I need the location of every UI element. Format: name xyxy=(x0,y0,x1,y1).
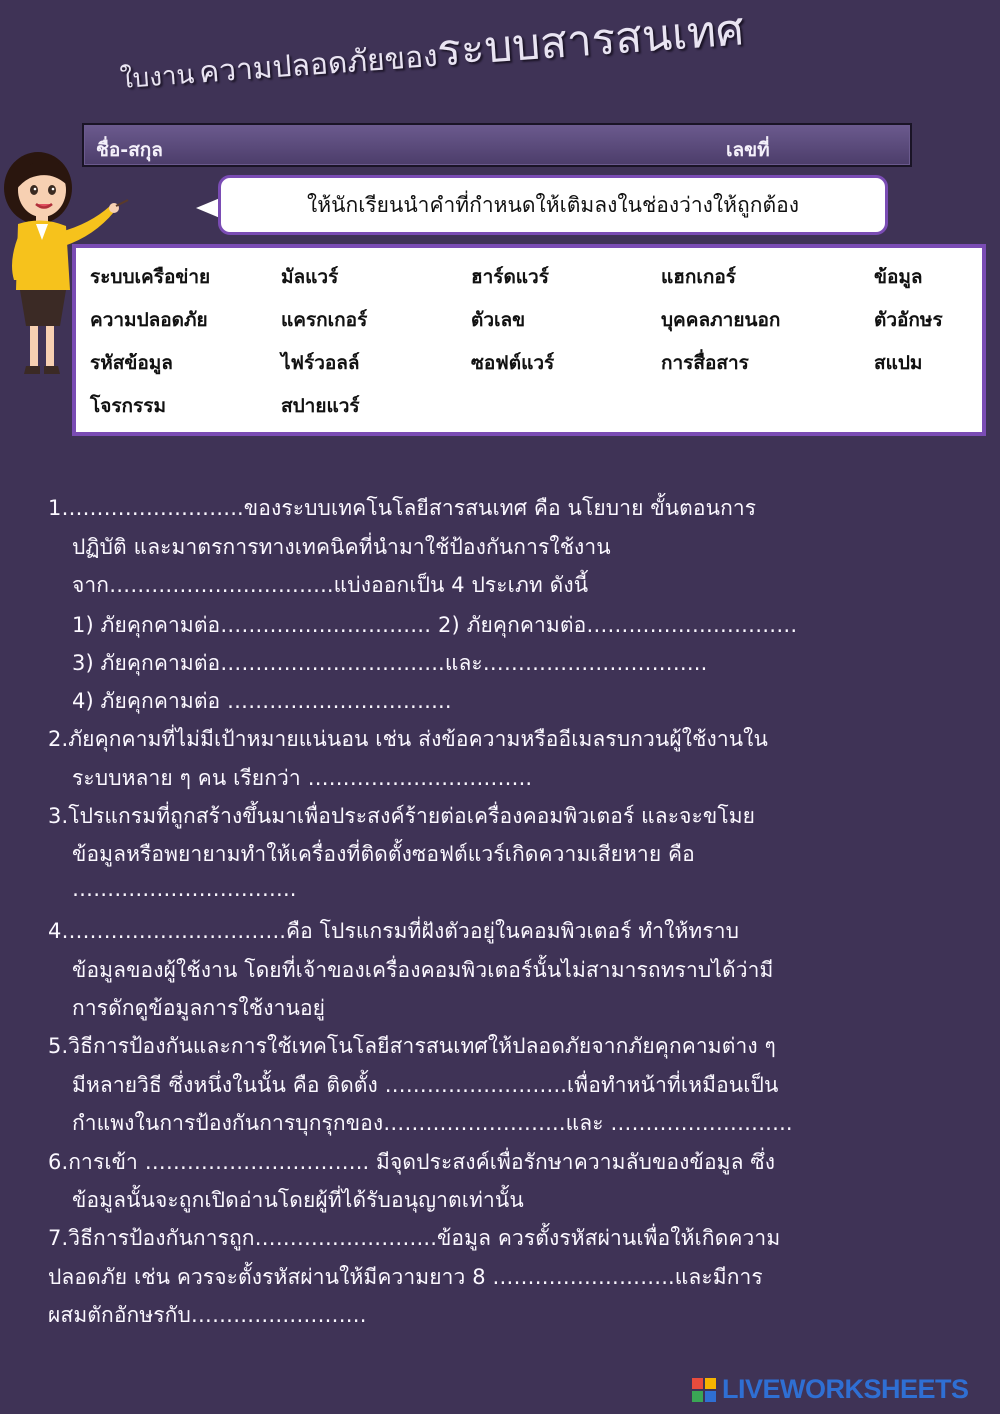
question-line: การดักดูข้อมูลการใช้งานอยู่ xyxy=(72,996,326,1020)
word-bank-item[interactable]: แฮกเกอร์ xyxy=(661,266,736,288)
word-bank-item[interactable]: ตัวอักษร xyxy=(874,309,943,331)
word-bank-item[interactable]: ตัวเลข xyxy=(471,309,526,331)
word-bank-item[interactable]: แครกเกอร์ xyxy=(281,309,368,331)
name-label: ชื่อ-สกุล xyxy=(96,139,163,161)
question-line: จาก…………………………..แบ่งออกเป็น 4 ประเภท ดังนี้ xyxy=(72,573,589,597)
question-line: 7.วิธีการป้องกันการถูก……………………..ข้อมูล ควรตั้งรหัสผ่านเพื่อให้เกิดความ xyxy=(48,1226,781,1250)
word-bank-item[interactable]: ไฟร์วอลล์ xyxy=(281,352,360,374)
word-bank-item[interactable]: รหัสข้อมูล xyxy=(90,352,173,374)
question-line: 2.ภัยคุกคามที่ไม่มีเป้าหมายแน่นอน เช่น ส่งข้อความหรืออีเมลรบกวนผู้ใช้งานใน xyxy=(48,727,768,751)
word-bank-item[interactable]: ระบบเครือข่าย xyxy=(90,266,211,288)
title-part2: ความปลอดภัยของ xyxy=(197,38,439,91)
question-line: 3) ภัยคุกคามต่อ…………………………..และ………………………….. xyxy=(72,651,708,675)
question-line: 1) ภัยคุกคามต่อ………………………… 2) ภัยคุกคามต่อ………………………… xyxy=(72,613,798,637)
question-line: 6.การเข้า ………………………….. มีจุดประสงค์เพื่อรักษาความลับของข้อมูล ซึ่ง xyxy=(48,1150,776,1174)
word-bank-item[interactable]: ซอฟต์แวร์ xyxy=(471,352,555,374)
question-line: ข้อมูลนั้นจะถูกเปิดอ่านโดยผู้ที่ได้รับอนุญาตเท่านั้น xyxy=(72,1188,524,1212)
instruction-text: ให้นักเรียนนำคำที่กำหนดให้เติมลงในช่องว่างให้ถูกต้อง xyxy=(307,192,799,217)
question-line: 4…………………………..คือ โปรแกรมที่ฝังตัวอยู่ในคอมพิวเตอร์ ทำให้ทราบ xyxy=(48,919,740,943)
question-line: ปฏิบัติ และมาตรการทางเทคนิคที่นำมาใช้ป้องกันการใช้งาน xyxy=(72,535,611,559)
word-bank-item[interactable]: โจรกรรม xyxy=(90,395,166,417)
question-line: ข้อมูลหรือพยายามทำให้เครื่องที่ติดตั้งซอฟต์แวร์เกิดความเสียหาย คือ xyxy=(72,842,695,866)
question-line: ผสมตักอักษรกับ……………………. xyxy=(48,1303,367,1327)
title-part3: ระบบสารสนเทศ xyxy=(435,4,746,77)
question-line: ระบบหลาย ๆ คน เรียกว่า ………………………….. xyxy=(72,766,533,790)
word-bank-item[interactable]: มัลแวร์ xyxy=(281,266,339,288)
word-bank-item[interactable]: บุคคลภายนอก xyxy=(661,309,781,331)
question-line: 1……………………..ของระบบเทคโนโลยีสารสนเทศ คือ นโยบาย ขั้นตอนการ xyxy=(48,496,757,520)
word-bank-item[interactable]: ฮาร์ดแวร์ xyxy=(471,266,549,288)
word-bank-item[interactable]: สปายแวร์ xyxy=(281,395,360,417)
question-line: มีหลายวิธี ซึ่งหนึ่งในนั้น คือ ติดตั้ง ……………………..เพื่อทำหน้าที่เหมือนเป็น xyxy=(72,1073,779,1097)
word-bank-item[interactable]: การสื่อสาร xyxy=(661,352,749,374)
question-line: ปลอดภัย เช่น ควรจะตั้งรหัสผ่านให้มีความยาว 8 ……………………..และมีการ xyxy=(48,1265,763,1289)
question-line: 4) ภัยคุกคามต่อ ………………………….. xyxy=(72,689,452,713)
liveworksheets-logo-text[interactable]: LIVEWORKSHEETS xyxy=(722,1374,969,1404)
word-bank-item[interactable]: ความปลอดภัย xyxy=(90,309,208,331)
question-line: ………………………….. xyxy=(72,877,297,901)
question-line: 5.วิธีการป้องกันและการใช้เทคโนโลยีสารสนเทศให้ปลอดภัยจากภัยคุกคามต่าง ๆ xyxy=(48,1034,776,1058)
question-line: ข้อมูลของผู้ใช้งาน โดยที่เจ้าของเครื่องคอมพิวเตอร์นั้นไม่สามารถทราบได้ว่ามี xyxy=(72,958,774,982)
liveworksheets-logo-icon xyxy=(692,1378,716,1402)
title-part1: ใบงาน xyxy=(119,59,196,95)
number-label: เลขที่ xyxy=(726,139,770,161)
word-bank-item[interactable]: สแปม xyxy=(874,352,923,374)
question-line: 3.โปรแกรมที่ถูกสร้างขึ้นมาเพื่อประสงค์ร้ายต่อเครื่องคอมพิวเตอร์ และจะขโมย xyxy=(48,804,756,828)
word-bank-item[interactable]: ข้อมูล xyxy=(874,266,923,288)
question-line: กำแพงในการป้องกันการบุกรุกของ……………………..และ …………………….. xyxy=(72,1111,793,1135)
